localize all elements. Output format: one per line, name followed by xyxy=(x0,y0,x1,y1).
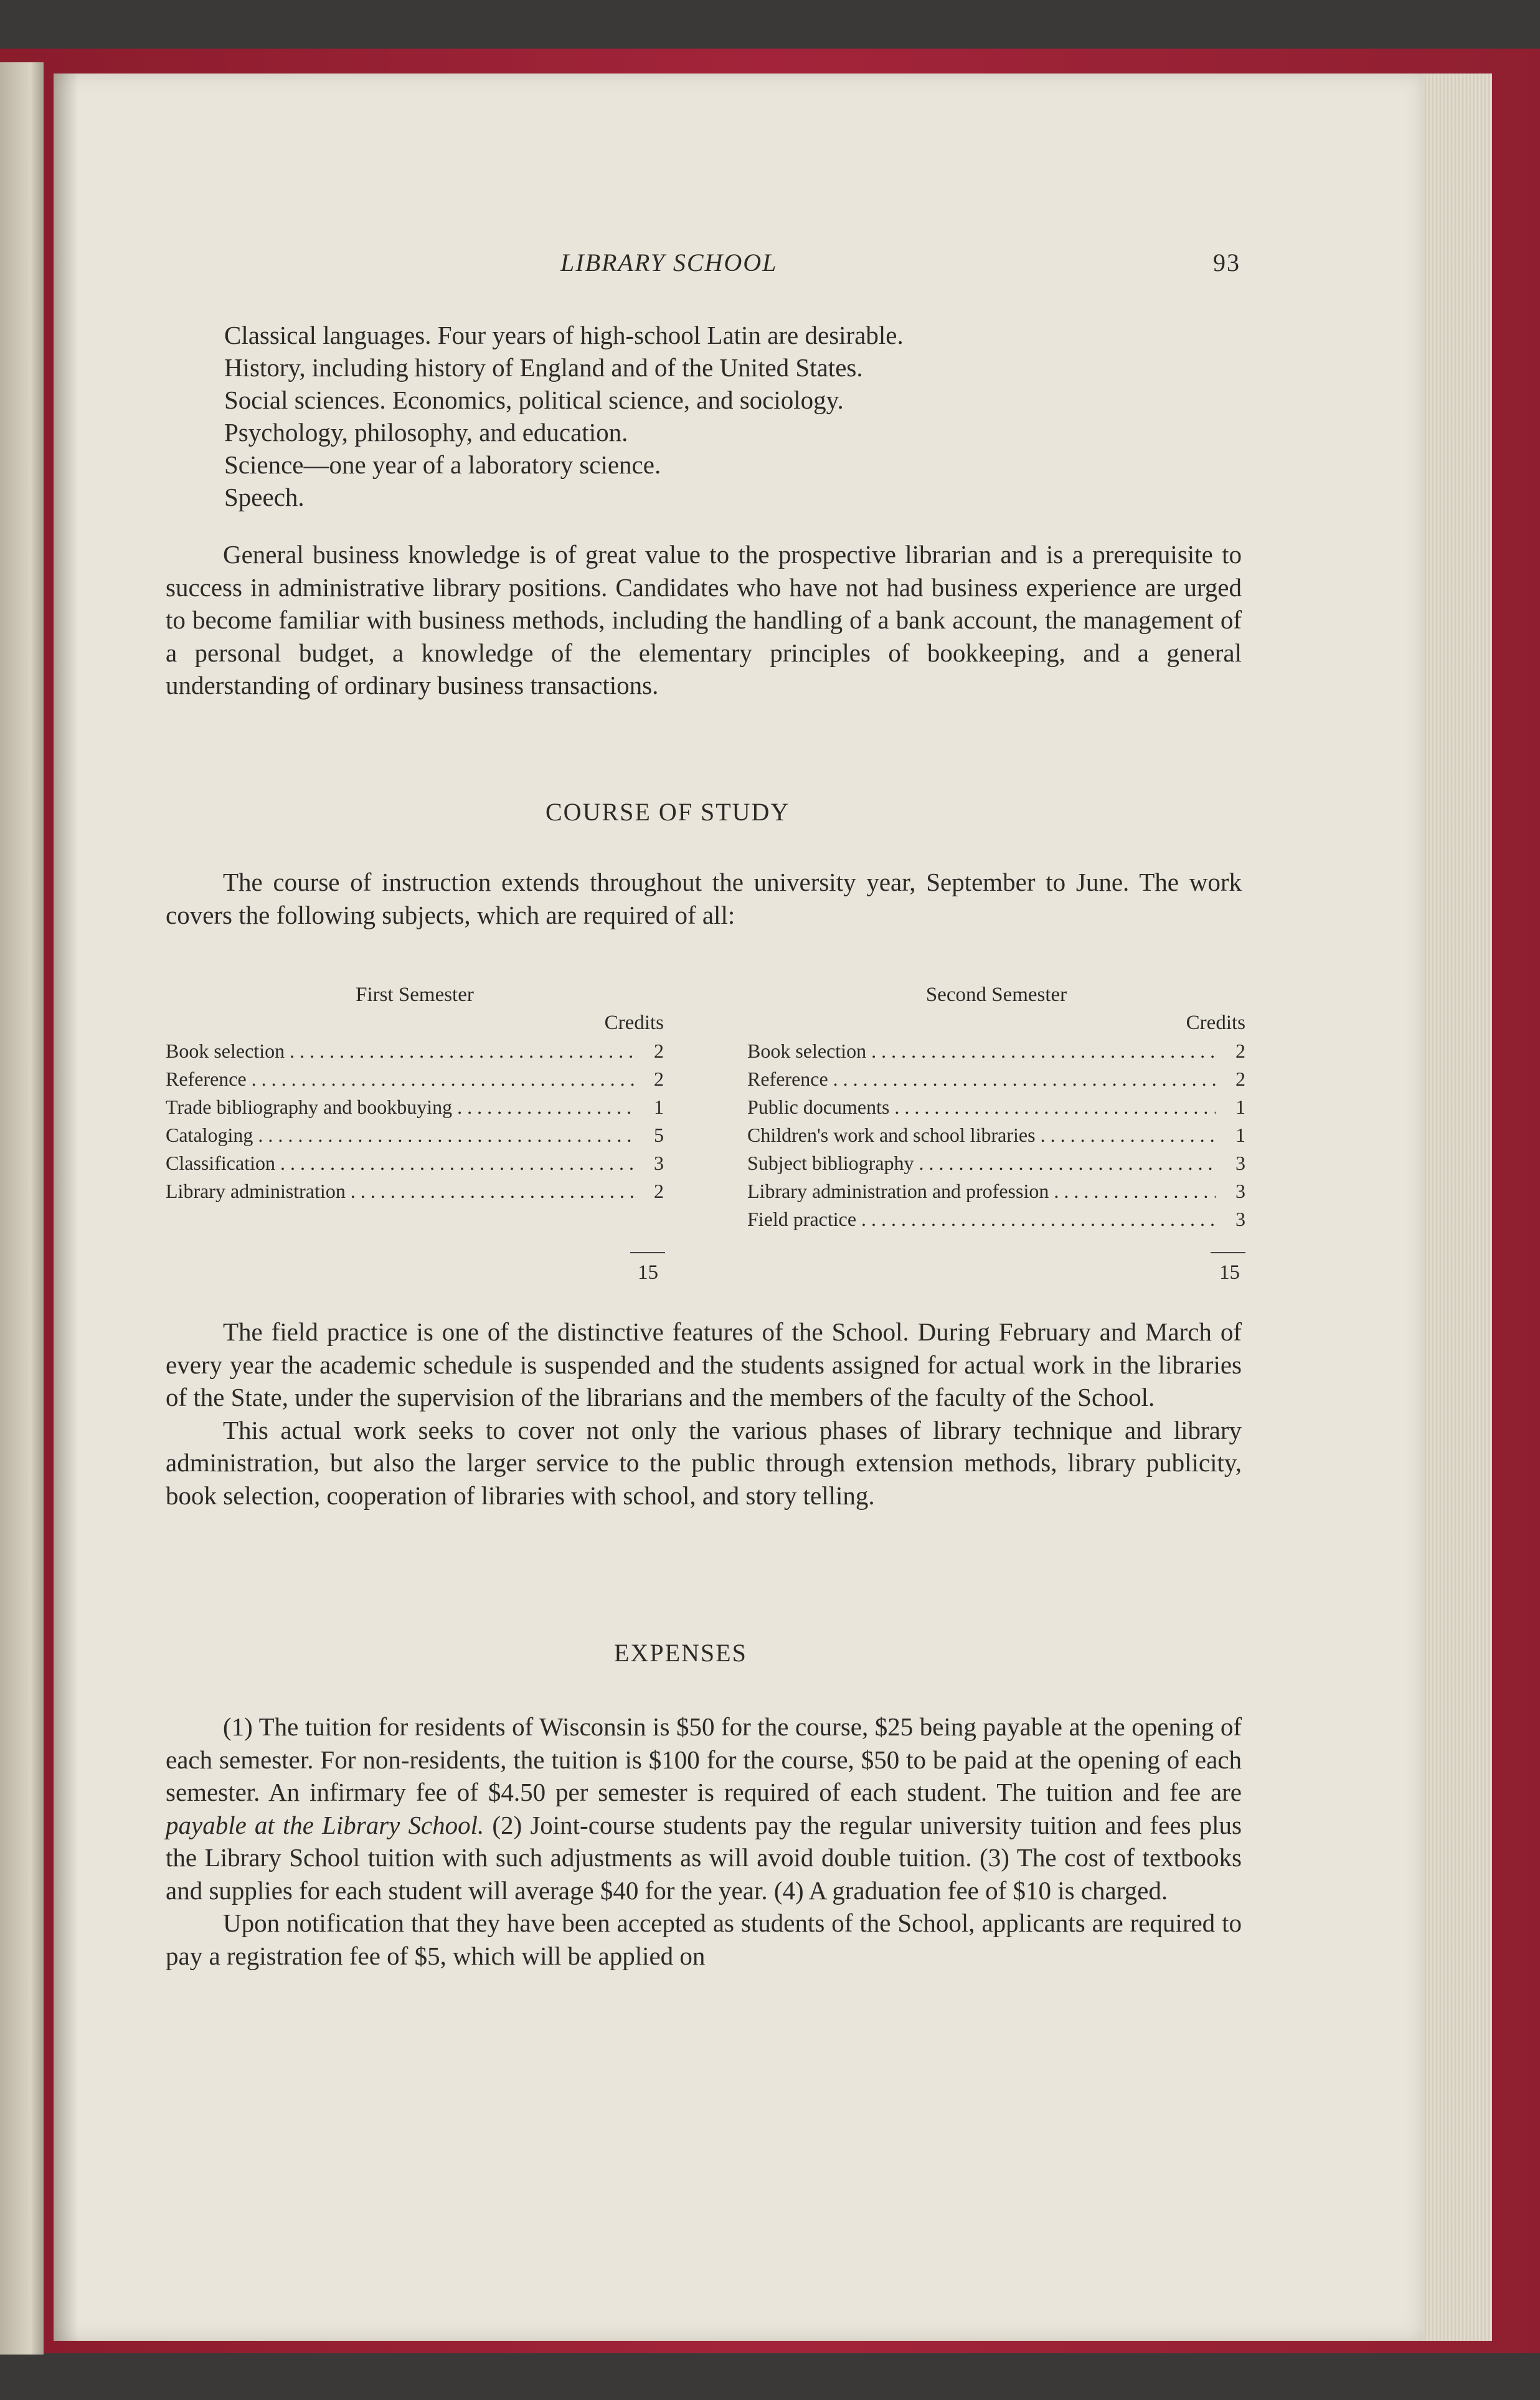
intro-list-item: Social sciences. Economics, political science, and sociology. xyxy=(224,386,844,414)
intro-list-item: Speech. xyxy=(224,483,305,511)
course-name: Children's work and school libraries xyxy=(747,1124,1036,1146)
course-row xyxy=(166,1065,664,1093)
dot-leader xyxy=(252,1065,634,1093)
intro-list-item: History, including history of England and of the United States. xyxy=(224,353,863,382)
course-credits: 3 xyxy=(1235,1152,1245,1174)
course-credits: 3 xyxy=(1235,1180,1245,1202)
course-row xyxy=(166,1149,664,1177)
course-credits: 5 xyxy=(654,1124,664,1146)
course-name: Classification xyxy=(166,1152,275,1174)
course-row xyxy=(747,1093,1245,1121)
course-of-study-heading: COURSE OF STUDY xyxy=(546,798,790,826)
dot-leader xyxy=(258,1121,634,1149)
course-row xyxy=(166,1093,664,1121)
left-page-edge xyxy=(0,62,44,2355)
first-semester-title: First Semester xyxy=(356,984,474,1006)
course-name: Field practice xyxy=(747,1208,857,1230)
course-row xyxy=(747,1205,1245,1233)
dot-leader xyxy=(280,1149,634,1177)
course-name: Library administration xyxy=(166,1180,346,1202)
course-row xyxy=(166,1121,664,1149)
actual-work-paragraph: This actual work seeks to cover not only the various phases of library technique and library administration, but also the larger service to the public through extension methods, library publicity, book selection, cooperation of libraries with school, and story telling. xyxy=(166,1415,1242,1510)
dot-leader xyxy=(290,1037,634,1065)
expenses-text-italic: payable at the Library School. xyxy=(166,1810,484,1839)
course-credits: 2 xyxy=(654,1180,664,1202)
second-semester-table xyxy=(747,981,1245,1233)
dot-leader xyxy=(919,1149,1216,1177)
business-paragraph-text: General business knowledge is of great value to the prospective librarian and is a prerequisite to success in administrative library positions. Candidates who have not had business experience are urged to become familiar with business methods, including the handling of a bank account, the management of a personal budget, a knowledge of the elementary principles of bookkeeping, and a general understanding of ordinary business transactions. xyxy=(166,540,1242,700)
intro-list-item: Science—one year of a laboratory science. xyxy=(224,450,661,479)
expenses-heading: EXPENSES xyxy=(614,1639,747,1667)
intro-list-item: Classical languages. Four years of high-school Latin are desirable. xyxy=(224,321,904,349)
course-name: Public documents xyxy=(747,1096,890,1118)
course-row xyxy=(166,1037,664,1065)
course-credits: 3 xyxy=(654,1152,664,1174)
dot-leader xyxy=(457,1093,634,1121)
course-name: Reference xyxy=(166,1068,247,1090)
course-intro-text: The course of instruction extends throughout the university year, September to June. The work covers the following subjects, which are required of all: xyxy=(166,868,1242,929)
course-name: Library administration and profession xyxy=(747,1180,1049,1202)
dot-leader xyxy=(894,1093,1216,1121)
course-credits: 3 xyxy=(1235,1208,1245,1230)
intro-list-item: Psychology, philosophy, and education. xyxy=(224,418,628,447)
course-row xyxy=(747,1177,1245,1205)
expenses-text-a: (1) The tuition for residents of Wisconsin is $50 for the course, $25 being payable at the opening of each semester. For non-residents, the tuition is $100 for the course, $50 to be paid at the opening of each semester. An infirmary fee of $4.50 per semester is required of each student. The tuition and fee are xyxy=(166,1712,1242,1806)
business-paragraph xyxy=(166,538,1242,702)
field-practice-paragraph: The field practice is one of the distinctive features of the School. During February and March of every year the academic schedule is suspended and the students assigned for actual work in the libraries of the State, under the supervision of the librarians and the members of the faculty of the School. xyxy=(166,1317,1242,1411)
course-credits: 2 xyxy=(1235,1068,1245,1090)
second-semester-title: Second Semester xyxy=(925,984,1067,1006)
dot-leader xyxy=(861,1205,1216,1233)
dot-leader xyxy=(833,1065,1216,1093)
course-credits: 2 xyxy=(1235,1040,1245,1062)
first-semester-table xyxy=(166,981,664,1205)
course-name: Reference xyxy=(747,1068,828,1090)
course-credits: 1 xyxy=(1235,1124,1245,1146)
intro-list xyxy=(224,319,904,513)
registration-paragraph: Upon notification that they have been accepted as students of the School, applicants are required to pay a registration fee of $5, which will be applied on xyxy=(166,1909,1242,1970)
field-practice-section xyxy=(166,1316,1242,1512)
page-number: 93 xyxy=(1213,249,1240,277)
second-semester-credits-header: Credits xyxy=(1186,1012,1245,1034)
course-name: Subject bibliography xyxy=(747,1152,914,1174)
running-header-title: LIBRARY SCHOOL xyxy=(560,249,778,277)
course-row xyxy=(166,1177,664,1205)
course-name: Book selection xyxy=(747,1040,867,1062)
second-semester-total-rule xyxy=(1211,1252,1245,1253)
expenses-paragraph xyxy=(166,1710,1242,1907)
first-semester-credits-header: Credits xyxy=(604,1012,664,1034)
spine-shadow xyxy=(54,74,78,2341)
first-semester-total: 15 xyxy=(638,1261,658,1284)
first-semester-total-rule xyxy=(630,1252,665,1253)
second-semester-total: 15 xyxy=(1219,1261,1240,1284)
dot-leader xyxy=(1041,1121,1216,1149)
dot-leader xyxy=(351,1177,634,1205)
course-row xyxy=(747,1037,1245,1065)
expenses-text-b: (2) Joint-course students pay the regular university tuition and fees plus the Library School tuition with such adjustments as will avoid double tuition. (3) The cost of textbooks and supplies for each student will average $40 for the year. (4) A graduation fee of $10 is charged. xyxy=(166,1810,1242,1905)
course-row xyxy=(747,1121,1245,1149)
course-credits: 2 xyxy=(654,1068,664,1090)
dot-leader xyxy=(1054,1177,1216,1205)
course-credits: 1 xyxy=(654,1096,664,1118)
course-credits: 1 xyxy=(1235,1096,1245,1118)
expenses-section xyxy=(166,1710,1242,1972)
course-row xyxy=(747,1149,1245,1177)
course-row xyxy=(747,1065,1245,1093)
course-name: Cataloging xyxy=(166,1124,253,1146)
course-name: Trade bibliography and bookbuying xyxy=(166,1096,453,1118)
course-credits: 2 xyxy=(654,1040,664,1062)
course-name: Book selection xyxy=(166,1040,285,1062)
page-edges xyxy=(1424,74,1492,2341)
course-intro xyxy=(166,866,1242,931)
dot-leader xyxy=(871,1037,1216,1065)
